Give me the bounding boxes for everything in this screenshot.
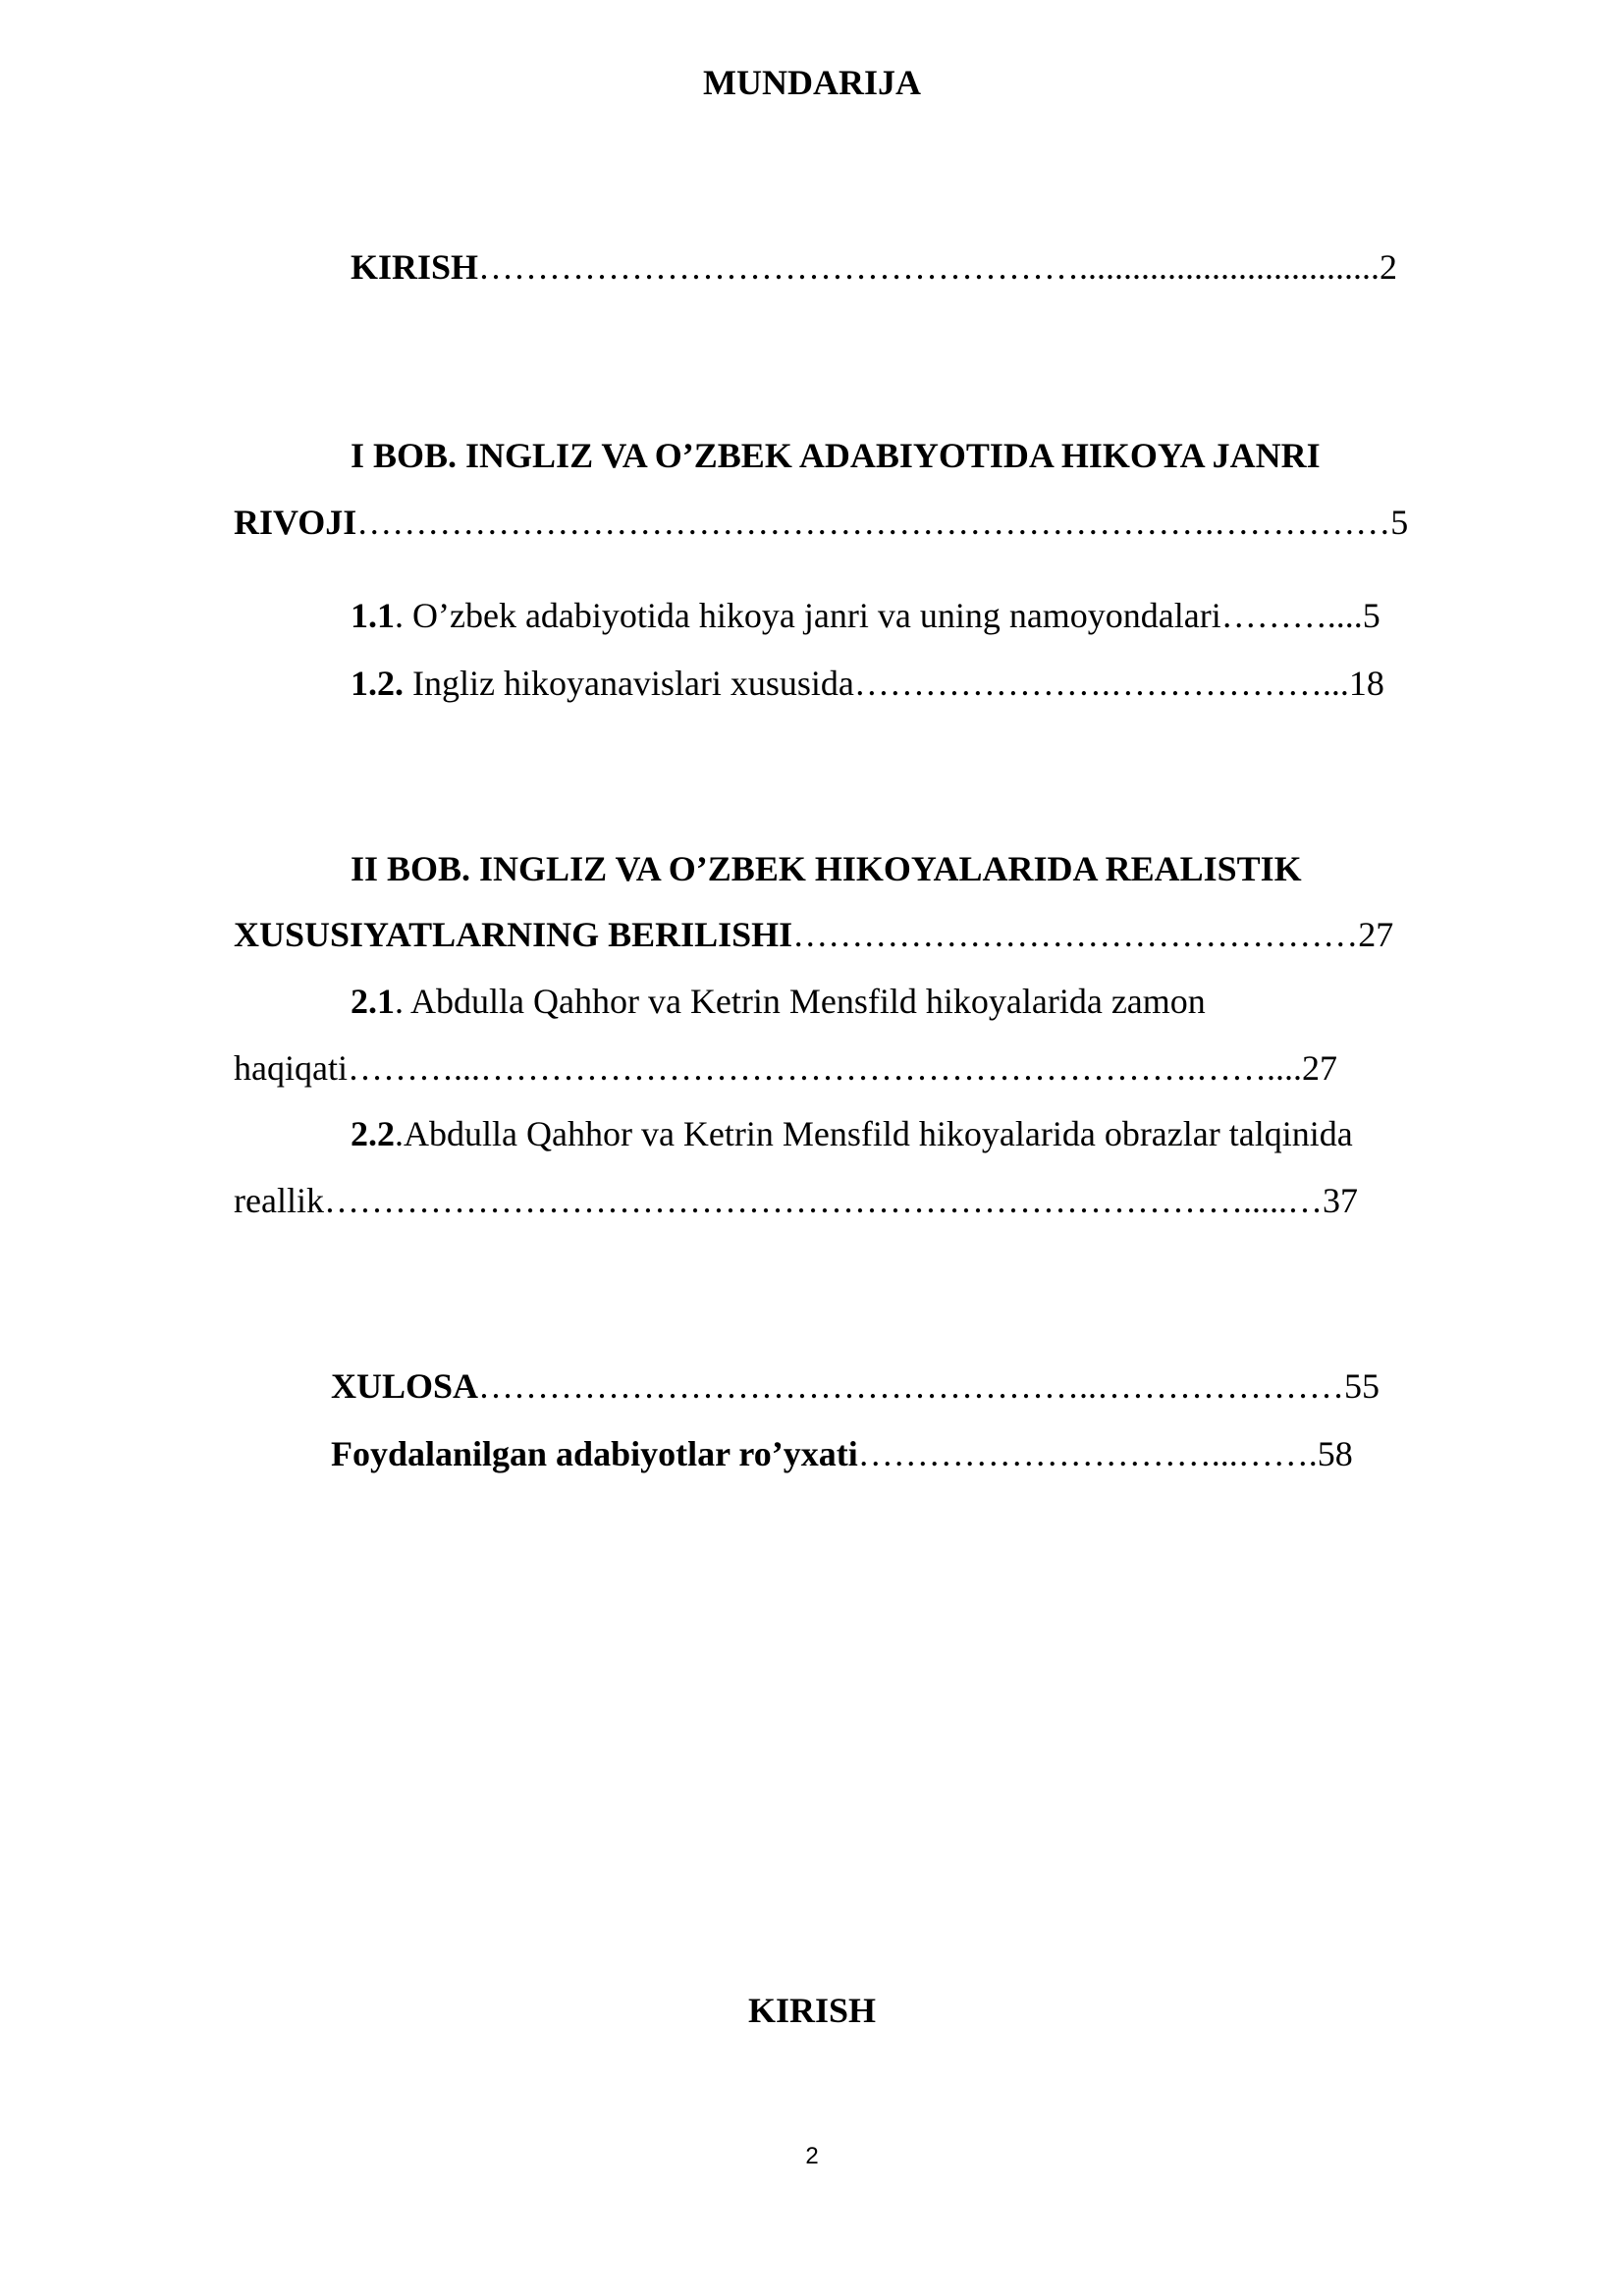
toc-entry-xulosa[interactable] <box>331 1364 1380 1408</box>
toc-xulosa-page: 55 <box>1344 1366 1380 1406</box>
toc-section-1-1-page: 5 <box>1362 596 1380 635</box>
toc-chapter1-title-line1[interactable]: I BOB. INGLIZ VA O’ZBEK ADABIYOTIDA HIKOYA JANRI <box>351 436 1321 475</box>
toc-section-2-2-text-line1: .Abdulla Qahhor va Ketrin Mensfild hikoyalarida obrazlar talqinida <box>395 1114 1353 1153</box>
toc-section-2-1-line1[interactable] <box>351 980 1206 1023</box>
toc-section-2-1-text-line1: . Abdulla Qahhor va Ketrin Mensfild hikoyalarida zamon <box>395 982 1206 1021</box>
toc-section-2-1-page: 27 <box>1301 1048 1337 1088</box>
toc-section-2-2-leader: …………………………………………………………………….....… <box>323 1181 1323 1220</box>
toc-entry-section-1-1[interactable] <box>351 594 1380 637</box>
toc-chapter1-leader: ……………………………………………………………….…………… <box>356 503 1391 542</box>
toc-chapter2-page: 27 <box>1358 915 1394 954</box>
toc-section-1-1-number: 1.1 <box>351 596 395 635</box>
toc-entry-kirish[interactable] <box>351 245 1397 289</box>
toc-section-2-2-page: 37 <box>1322 1181 1358 1220</box>
toc-section-1-1-text: . O’zbek adabiyotida hikoya janri va uning namoyondalari <box>395 596 1221 635</box>
toc-entry-section-2-2[interactable] <box>234 1179 1358 1222</box>
page-title: MUNDARIJA <box>703 63 921 102</box>
toc-section-1-1-leader: ……….... <box>1220 596 1363 635</box>
toc-section-2-1-leader: ………...…………………………………………………….…….... <box>347 1048 1302 1088</box>
toc-entry-chapter2[interactable] <box>234 913 1393 956</box>
toc-section-1-2-leader: ………………….………………... <box>853 664 1349 703</box>
toc-kirish-label: KIRISH <box>351 247 479 287</box>
toc-chapter1-title-line2: RIVOJI <box>234 503 357 542</box>
page-number: 2 <box>805 2143 819 2169</box>
toc-references-label: Foydalanilgan adabiyotlar ro’yxati <box>331 1434 858 1473</box>
toc-chapter2-leader: ………………………………………… <box>792 915 1359 954</box>
toc-entry-section-1-2[interactable] <box>351 662 1384 705</box>
toc-chapter2-title-line2: XUSUSIYATLARNING BERILISHI <box>234 915 793 954</box>
toc-section-2-2-number: 2.2 <box>351 1114 395 1153</box>
toc-chapter2-title-line1[interactable]: II BOB. INGLIZ VA O’ZBEK HIKOYALARIDA REALISTIK <box>351 849 1302 888</box>
toc-section-2-2-text-line2: reallik <box>234 1181 324 1220</box>
toc-chapter1-page: 5 <box>1390 503 1409 542</box>
toc-xulosa-label: XULOSA <box>331 1366 479 1406</box>
toc-section-1-2-page: 18 <box>1348 664 1384 703</box>
toc-xulosa-leader: ……………………………………………..………………… <box>478 1366 1345 1406</box>
toc-section-2-2-line1[interactable] <box>351 1112 1353 1155</box>
toc-entry-section-2-1[interactable] <box>234 1046 1337 1090</box>
toc-kirish-leader: …………………………………………….................................. <box>478 247 1380 287</box>
section-heading-kirish: KIRISH <box>747 1991 877 2030</box>
toc-section-1-2-number: 1.2. <box>351 664 404 703</box>
toc-section-2-1-text-line2: haqiqati <box>234 1048 348 1088</box>
toc-entry-chapter1[interactable] <box>234 501 1408 544</box>
toc-references-page: 58 <box>1317 1434 1353 1473</box>
toc-section-2-1-number: 2.1 <box>351 982 395 1021</box>
toc-entry-references[interactable] <box>331 1432 1353 1475</box>
toc-references-leader: …………………………...……. <box>857 1434 1318 1473</box>
toc-kirish-page: 2 <box>1380 247 1398 287</box>
toc-section-1-2-text: Ingliz hikoyanavislari xususida <box>404 664 854 703</box>
